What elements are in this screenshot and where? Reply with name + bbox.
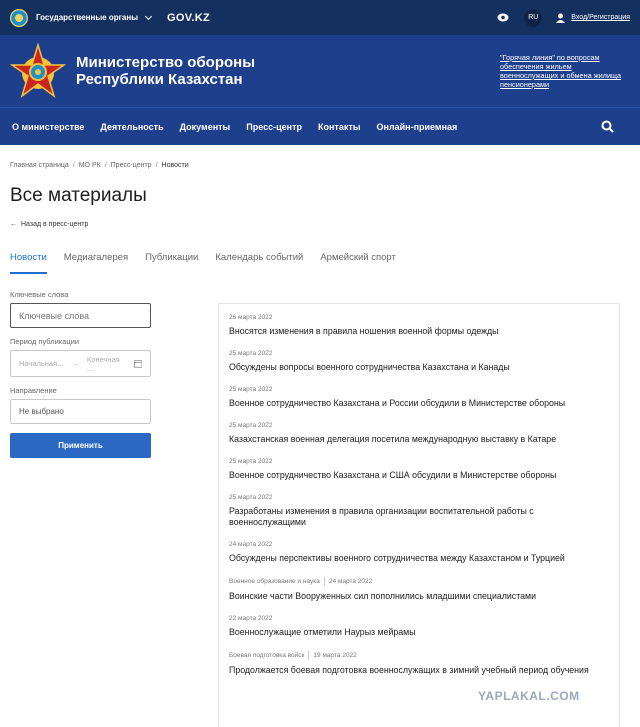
search-icon[interactable] bbox=[601, 120, 614, 133]
language-switch[interactable]: RU bbox=[524, 9, 542, 27]
tab-news[interactable]: Новости bbox=[10, 252, 47, 274]
news-meta bbox=[229, 386, 609, 393]
direction-select[interactable]: Не выбрано bbox=[10, 399, 151, 424]
news-meta bbox=[229, 494, 609, 501]
ministry-star-logo bbox=[10, 43, 66, 99]
chevron-down-icon bbox=[145, 12, 152, 19]
breadcrumb-separator: / bbox=[104, 162, 107, 169]
gov-orgs-label: Государственные органы bbox=[36, 13, 139, 22]
news-title[interactable]: Разработаны изменения в правила организации воспитательной работы с военнослужащими bbox=[229, 506, 534, 527]
ministry-title[interactable]: Министерство обороны Республики Казахстан bbox=[76, 54, 256, 88]
news-title[interactable]: Обсуждены вопросы военного сотрудничества Казахстана и Канады bbox=[229, 362, 510, 372]
news-title[interactable]: Вносятся изменения в правила ношения военной формы одежды bbox=[229, 326, 499, 336]
period-label: Период публикации bbox=[10, 337, 80, 346]
news-title[interactable]: Военное сотрудничество Казахстана и России обсудили в Министерстве обороны bbox=[229, 398, 566, 408]
news-date: 25 марта 2022 bbox=[229, 350, 273, 357]
user-icon bbox=[556, 13, 565, 23]
news-item[interactable] bbox=[229, 494, 609, 528]
news-item[interactable] bbox=[229, 577, 609, 602]
watermark: YAPLAKAL.COM bbox=[478, 689, 580, 703]
main-nav bbox=[0, 108, 640, 145]
tabs bbox=[10, 252, 630, 274]
breadcrumb-separator: / bbox=[72, 162, 75, 169]
news-meta bbox=[229, 458, 609, 465]
site-header bbox=[0, 35, 640, 108]
nav-about[interactable]: О министерстве bbox=[12, 121, 85, 132]
news-date: 26 марта 2022 bbox=[229, 314, 273, 321]
meta-divider bbox=[308, 651, 309, 660]
news-category[interactable]: Боевая подготовка войск bbox=[229, 652, 305, 659]
news-title[interactable]: Военное сотрудничество Казахстана и США обсудили в Министерстве обороны bbox=[229, 470, 557, 480]
state-emblem-icon bbox=[10, 9, 28, 27]
news-date: 24 марта 2022 bbox=[229, 541, 273, 548]
news-meta bbox=[229, 577, 609, 586]
news-item[interactable] bbox=[229, 314, 609, 337]
period-picker[interactable] bbox=[10, 350, 151, 377]
news-date: 19 марта 2022 bbox=[313, 652, 357, 659]
news-meta bbox=[229, 651, 609, 660]
nav-press-center[interactable]: Пресс-центр bbox=[246, 121, 302, 132]
news-item[interactable] bbox=[229, 651, 609, 676]
news-list bbox=[218, 303, 620, 727]
back-link[interactable] bbox=[10, 221, 630, 228]
news-item[interactable] bbox=[229, 458, 609, 481]
news-item[interactable] bbox=[229, 386, 609, 409]
breadcrumb-separator: / bbox=[155, 162, 158, 169]
news-date: 25 марта 2022 bbox=[229, 386, 273, 393]
login-link[interactable] bbox=[556, 13, 630, 23]
news-meta bbox=[229, 541, 609, 548]
breadcrumb bbox=[10, 162, 630, 169]
news-title[interactable]: Казахстанская военная делегация посетила международную выставку в Катаре bbox=[229, 434, 557, 444]
news-item[interactable] bbox=[229, 615, 609, 638]
news-title[interactable]: Военнослужащие отметили Наурыз мейрамы bbox=[229, 627, 416, 637]
nav-online-reception[interactable]: Онлайн-приемная bbox=[376, 121, 458, 132]
news-meta bbox=[229, 422, 609, 429]
gov-orgs-dropdown[interactable] bbox=[36, 13, 151, 22]
back-link-label: Назад в пресс-центр bbox=[21, 221, 89, 228]
top-bar bbox=[0, 0, 640, 35]
hotline-link[interactable]: "Горячая линия" по вопросам обеспечения жильем военнослужащих и обмена жилища пенсионерами bbox=[500, 53, 622, 89]
news-date: 25 марта 2022 bbox=[229, 458, 273, 465]
news-meta bbox=[229, 350, 609, 357]
news-date: 24 марта 2022 bbox=[328, 578, 373, 585]
nav-contacts[interactable]: Контакты bbox=[317, 121, 361, 132]
tab-events-calendar[interactable]: Календарь событий bbox=[215, 252, 304, 263]
apply-button[interactable]: Применить bbox=[10, 433, 151, 458]
period-end[interactable]: Конечная ... bbox=[86, 354, 120, 373]
news-item[interactable] bbox=[229, 541, 609, 564]
breadcrumb-mo-rk[interactable]: МО РК bbox=[78, 162, 101, 169]
eye-icon[interactable] bbox=[496, 11, 510, 25]
news-date: 25 марта 2022 bbox=[229, 494, 273, 501]
tab-media-gallery[interactable]: Медиагалерея bbox=[63, 252, 129, 263]
news-title[interactable]: Обсуждены перспективы военного сотрудничества между Казахстаном и Турцией bbox=[229, 553, 565, 563]
arrow-right-icon: → bbox=[71, 359, 79, 368]
breadcrumb-press-center[interactable]: Пресс-центр bbox=[110, 162, 152, 169]
news-title[interactable]: Воинские части Вооруженных сил пополнились младшими специалистами bbox=[229, 591, 536, 601]
keywords-input[interactable]: Ключевые слова bbox=[10, 303, 151, 328]
login-label: Вход/Регистрация bbox=[571, 14, 630, 21]
news-category[interactable]: Военное образование и наука bbox=[229, 578, 320, 585]
keywords-label: Ключевые слова bbox=[10, 290, 69, 299]
nav-activity[interactable]: Деятельность bbox=[100, 121, 164, 132]
filters-panel bbox=[10, 290, 151, 458]
nav-documents[interactable]: Документы bbox=[179, 121, 231, 132]
tab-army-sport[interactable]: Армейский спорт bbox=[320, 252, 396, 263]
direction-label: Направление bbox=[10, 386, 57, 395]
meta-divider bbox=[324, 577, 325, 586]
period-start[interactable]: Начальная... bbox=[19, 359, 64, 368]
news-meta bbox=[229, 615, 609, 622]
calendar-icon[interactable] bbox=[134, 359, 142, 368]
breadcrumb-current: Новости bbox=[161, 162, 189, 169]
news-date: 25 марта 2022 bbox=[229, 422, 273, 429]
breadcrumb-home[interactable]: Главная страница bbox=[10, 162, 69, 169]
page-title: Все материалы bbox=[10, 185, 147, 206]
arrow-left-icon: ← bbox=[10, 221, 17, 228]
govkz-link[interactable]: GOV.KZ bbox=[167, 11, 211, 24]
news-date: 22 марта 2022 bbox=[229, 615, 273, 622]
news-meta bbox=[229, 314, 609, 321]
news-item[interactable] bbox=[229, 422, 609, 445]
news-item[interactable] bbox=[229, 350, 609, 373]
news-title[interactable]: Продолжается боевая подготовка военнослужащих в зимний учебный период обучения bbox=[229, 665, 589, 675]
tab-publications[interactable]: Публикации bbox=[145, 252, 199, 263]
